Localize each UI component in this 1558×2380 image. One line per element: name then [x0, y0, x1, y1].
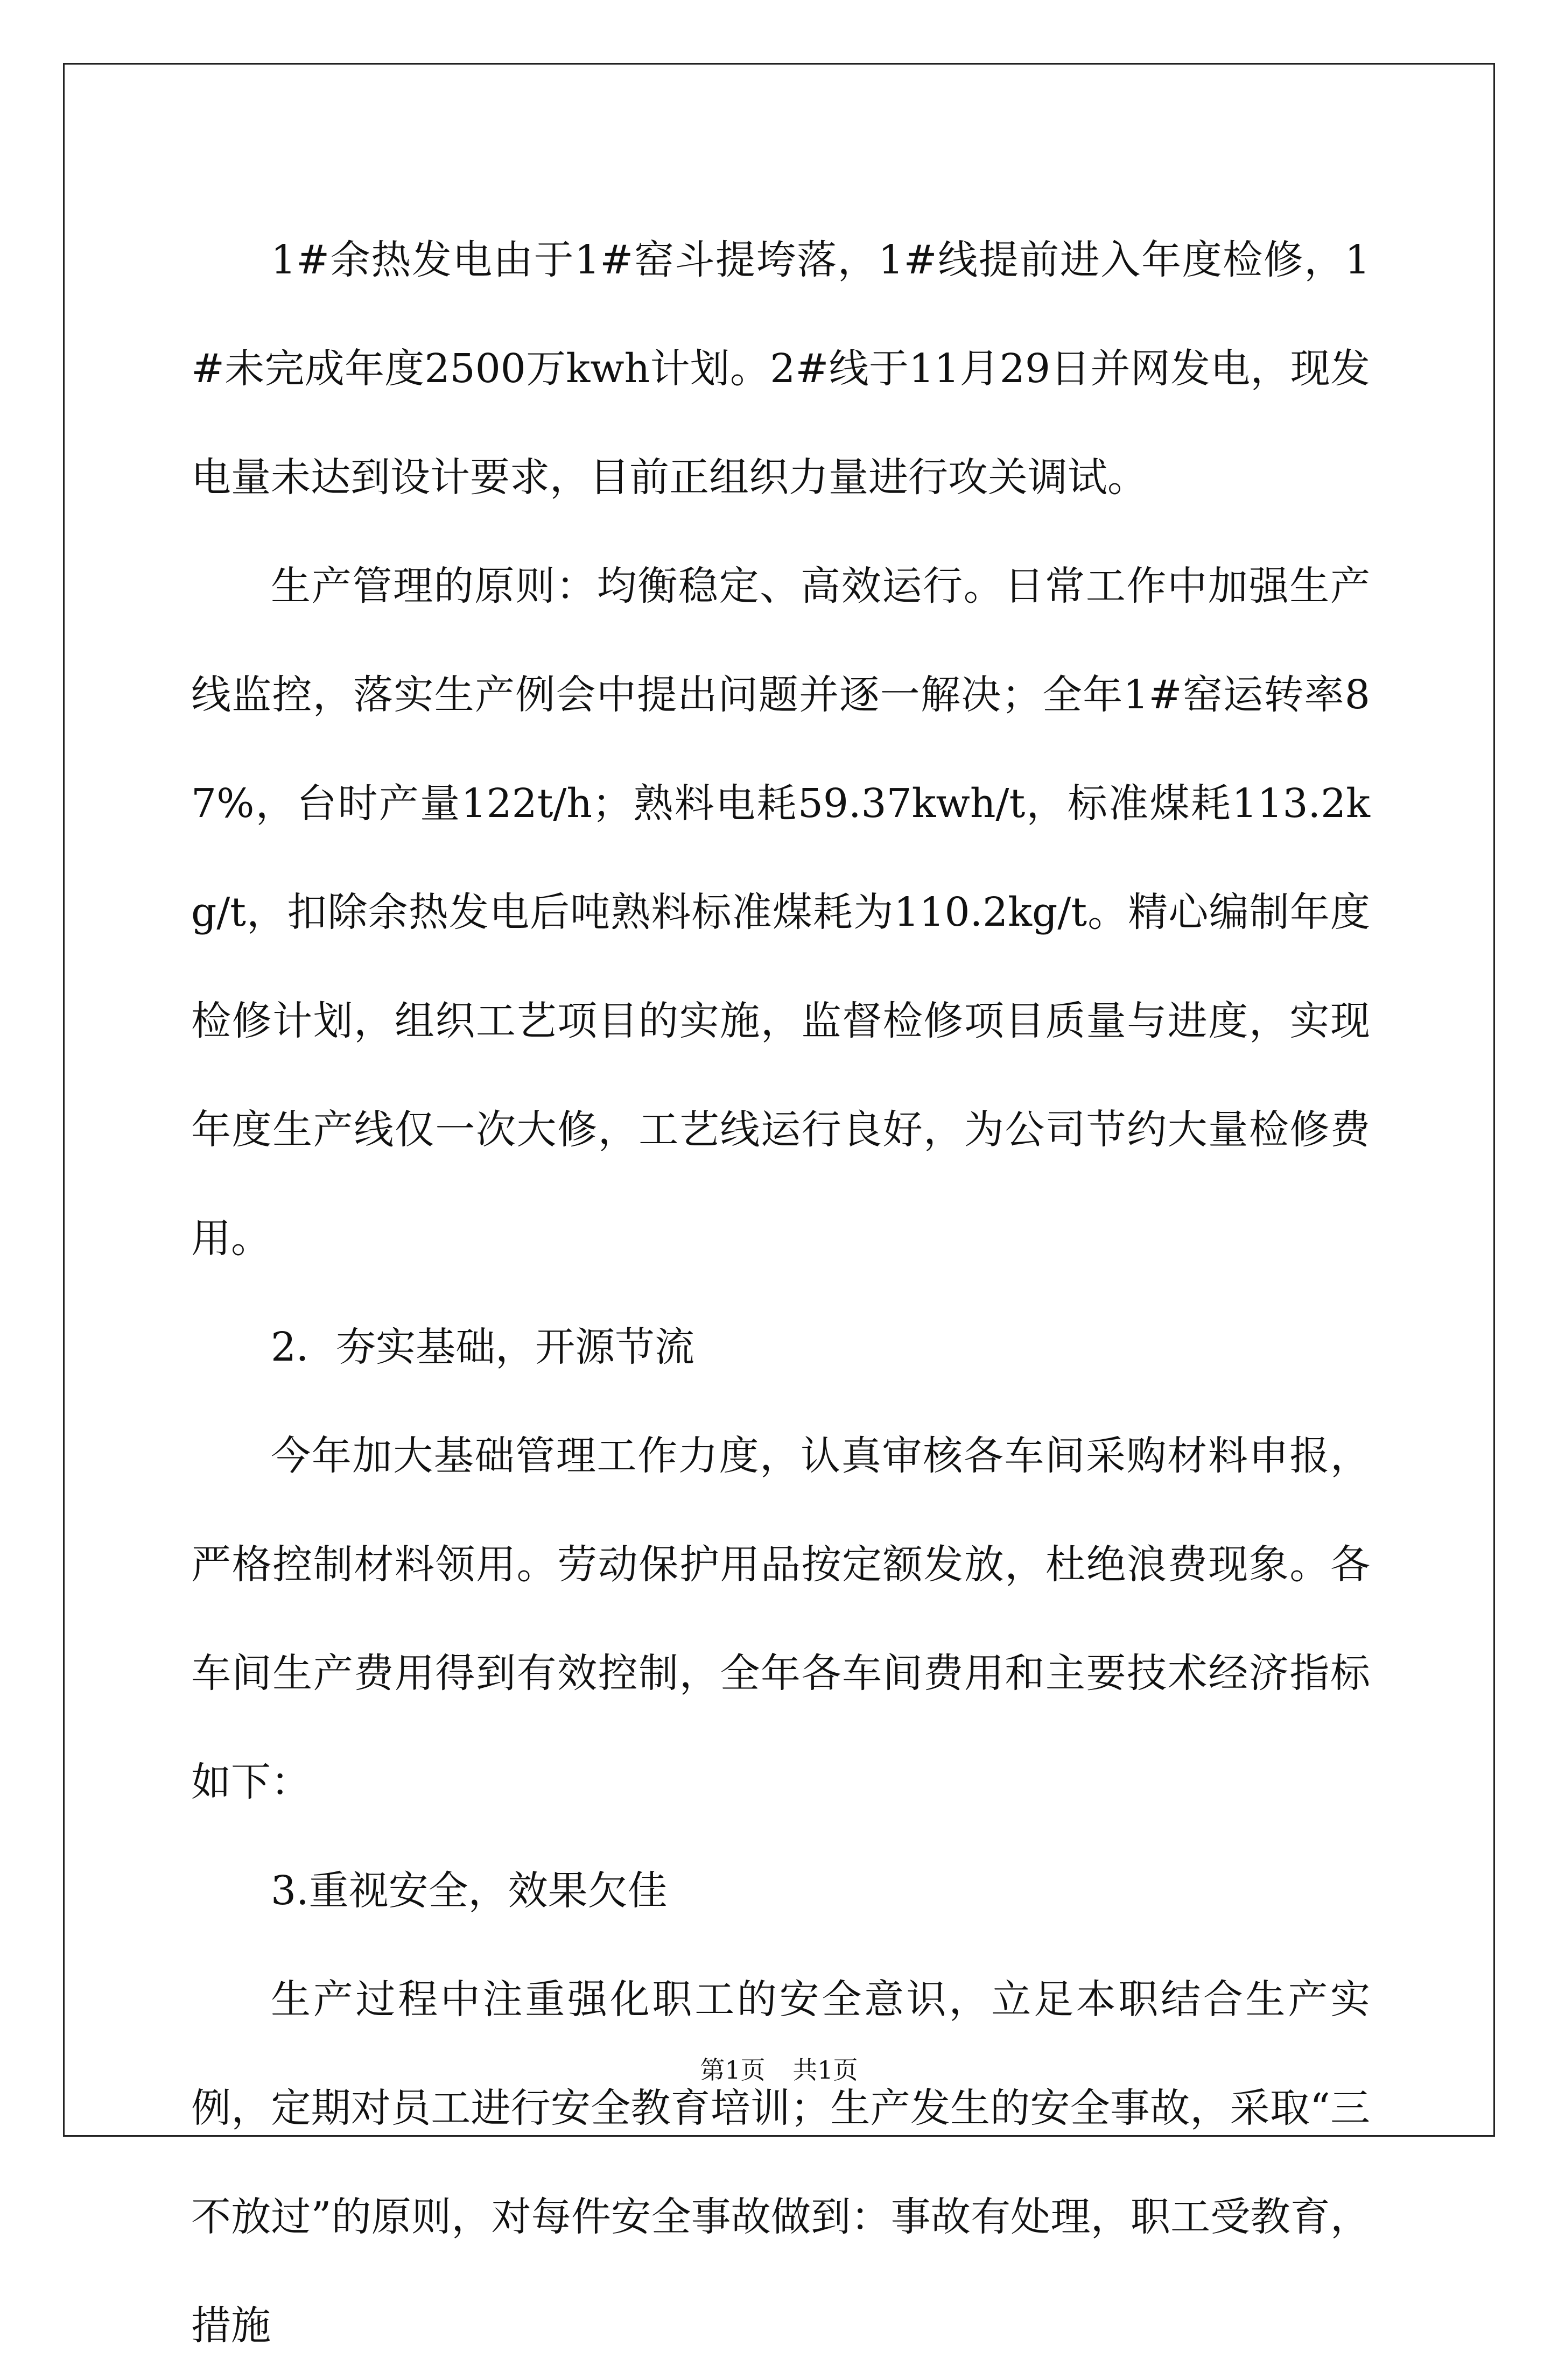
paragraph-power-generation: 1#余热发电由于1#窑斗提垮落，1#线提前进入年度检修，1#未完成年度2500万kwh计划。2#线于11月29日并网发电，现发电量未达到设计要求，目前正组织力量进行攻关调试。 — [191, 237, 1370, 501]
section-heading-safety: 3.重视安全，效果欠佳 — [271, 1868, 668, 1914]
paragraph-production-management: 生产管理的原则：均衡稳定、高效运行。日常工作中加强生产线监控，落实生产例会中提出问题并逐一解决；全年1#窑运转率87%，台时产量122t/h；熟料电耗59.37kwh/t，标准煤耗113.2kg/t，扣除余热发电后吨熟料标准煤耗为110.2kg/t。精心编制年度检修计划，组织工艺项目的实施，监督检修项目质量与进度，实现年度生产线仅一次大修，工艺线运行良好，为公司节约大量检修费用。 — [191, 563, 1370, 1262]
section-heading-foundation: 2．夯实基础，开源节流 — [271, 1324, 695, 1370]
paragraph-safety: 生产过程中注重强化职工的安全意识，立足本职结合生产实例，定期对员工进行安全教育培训；生产发生的安全事故，采取“三不放过”的原则，对每件安全事故做到：事故有处理，职工受教育，措施 — [191, 1976, 1370, 2349]
paragraph-cost-control: 今年加大基础管理工作力度，认真审核各车间采购材料申报，严格控制材料领用。劳动保护用品按定额发放，杜绝浪费现象。各车间生产费用得到有效控制，全年各车间费用和主要技术经济指标如下： — [191, 1433, 1370, 1805]
page-number: 第1页 — [700, 2055, 766, 2085]
page-total: 共1页 — [792, 2055, 858, 2085]
page-footer — [0, 2054, 1558, 2086]
